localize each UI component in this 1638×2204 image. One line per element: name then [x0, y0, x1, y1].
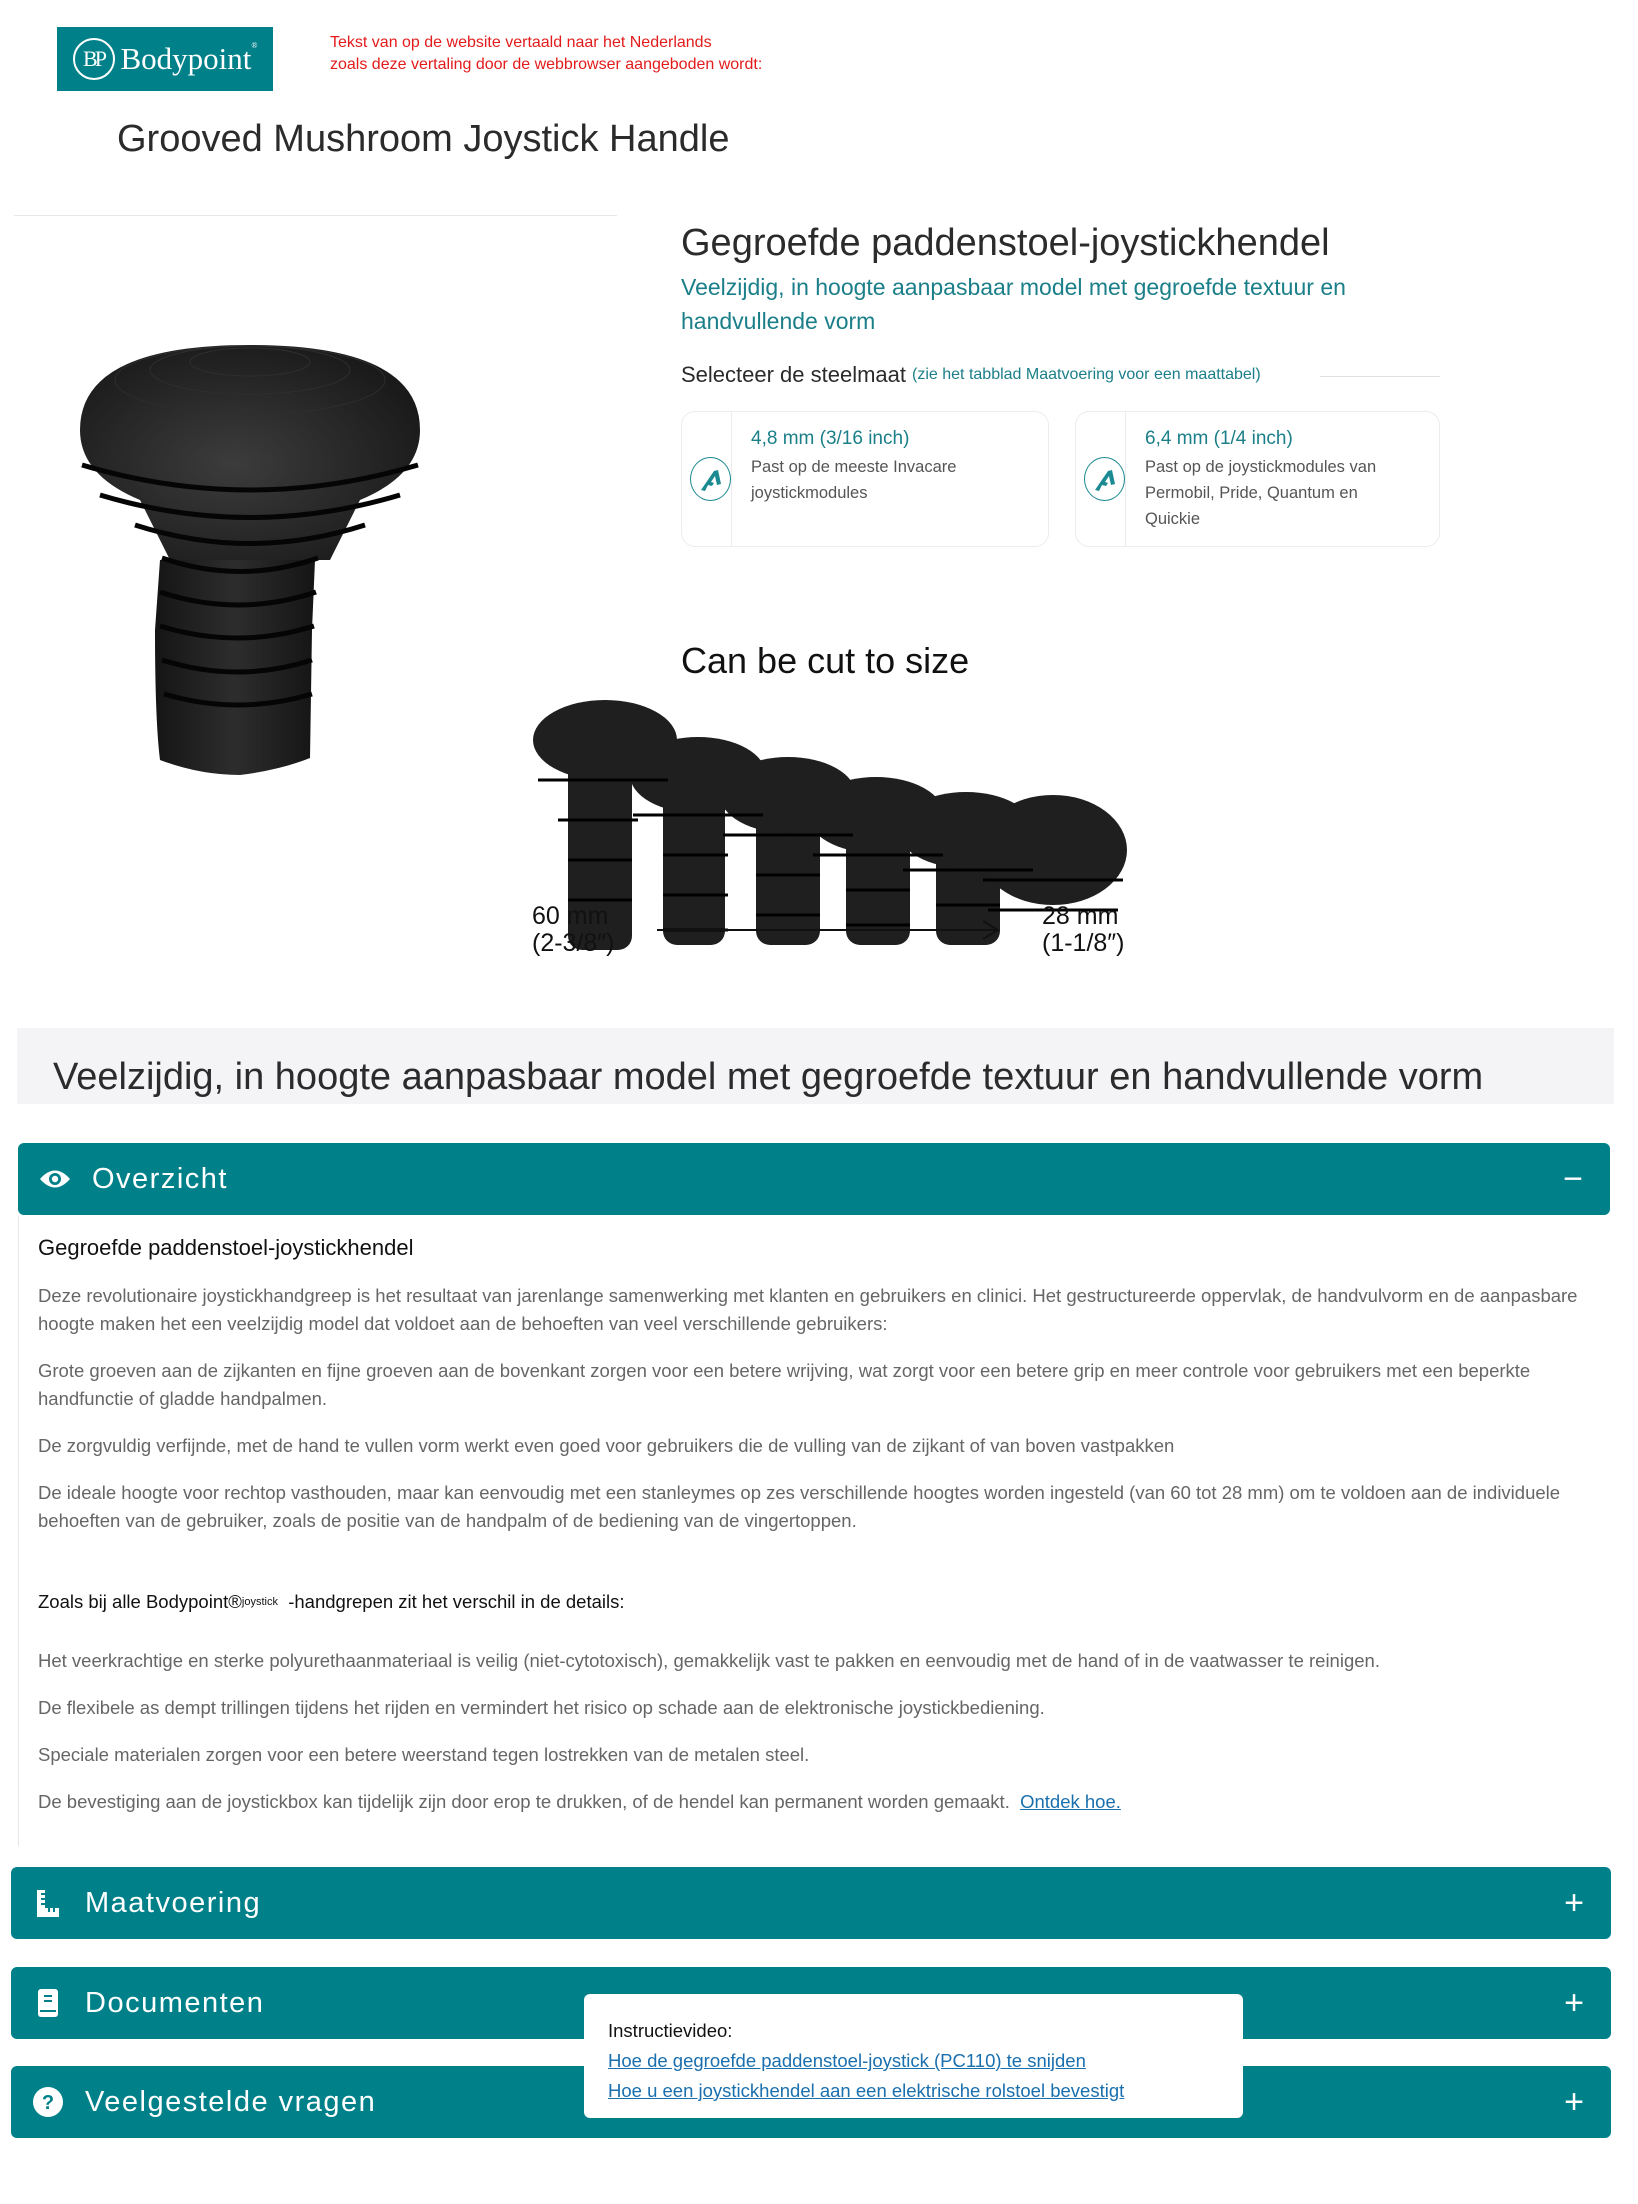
bp-monogram-icon: BP — [73, 38, 115, 80]
overview-heading: Gegroefde paddenstoel-joystickhendel — [38, 1235, 414, 1260]
expand-icon[interactable]: + — [1564, 2082, 1584, 2121]
product-image[interactable] — [60, 300, 440, 820]
stem-size-label — [681, 362, 1261, 388]
accordion-label: Maatvoering — [85, 1886, 262, 1919]
caliper-icon — [1084, 457, 1125, 501]
video-link-attach[interactable]: Hoe u een joystickhendel aan een elektrische rolstoel bevestigt — [608, 2080, 1125, 2101]
divider — [14, 215, 617, 216]
product-subtitle: Veelzijdig, in hoogte aanpasbaar model met gegroefde textuur en handvullende vorm — [681, 274, 1346, 334]
video-link-cut[interactable]: Hoe de gegroefde paddenstoel-joystick (PC110) te snijden — [608, 2050, 1086, 2071]
caliper-icon — [690, 457, 731, 501]
logo-text: Bodypoint — [120, 41, 252, 76]
overview-paragraph: De zorgvuldig verfijnde, met de hand te vullen vorm werkt even goed voor gebruikers die de vulling van de zijkant of van boven vastpakken — [38, 1435, 1175, 1456]
stem-size: 6,4 mm (1/4 inch) — [1145, 428, 1293, 449]
stem-size: 4,8 mm (3/16 inch) — [751, 428, 910, 449]
product-heading: Gegroefde paddenstoel-joystickhendel — [681, 222, 1330, 264]
accordion-maatvoering[interactable] — [11, 1867, 1611, 1939]
question-icon — [31, 2085, 65, 2119]
detail-item: De bevestiging aan de joystickbox kan tijdelijk zijn door erop te drukken, of de hendel kan permanent worden gemaakt. Ontdek hoe. — [38, 1791, 1121, 1812]
eye-icon — [38, 1162, 72, 1196]
instruction-video-popup — [584, 1994, 1243, 2118]
discover-how-link[interactable]: Ontdek hoe. — [1020, 1791, 1121, 1812]
overview-paragraph: Deze revolutionaire joystickhandgreep is het resultaat van jarenlange samenwerking met klanten en gebruikers en clinici. Het gestructureerde oppervlak, de handvulvorm en de aanpasbare hoogte maken het een veelzijdig model dat voldoet aan de behoeften van veel verschillende gebruikers: — [38, 1285, 1578, 1334]
page-title: Grooved Mushroom Joystick Handle — [117, 118, 730, 160]
stem-description: Past op de joystickmodules van Permobil, Pride, Quantum en Quickie — [1145, 458, 1377, 528]
accordion-label: Veelgestelde vragen — [85, 2085, 377, 2118]
stem-option-4-8mm[interactable] — [681, 411, 1049, 547]
accordion-label: Overzicht — [92, 1162, 228, 1195]
translation-note-line-1: Tekst van op de website vertaald naar het Nederlands — [330, 34, 712, 51]
detail-item: De flexibele as dempt trillingen tijdens het rijden en vermindert het risico op schade aan de elektronische joystickbediening. — [38, 1697, 1045, 1718]
translation-note-line-2: zoals deze vertaling door de webbrowser aangeboden wordt: — [330, 56, 763, 73]
tagline-text: Veelzijdig, in hoogte aanpasbaar model met gegroefde textuur en handvullende vorm — [53, 1056, 1484, 1098]
accordion-overzicht[interactable] — [18, 1143, 1610, 1215]
collapse-icon[interactable]: − — [1563, 1159, 1583, 1198]
length-from-label: 60 mm (2-3/8″) — [532, 902, 615, 957]
detail-item: Speciale materialen zorgen voor een betere weerstand tegen lostrekken van de metalen steel. — [38, 1744, 810, 1765]
arrow-right-icon — [655, 918, 1005, 942]
registered-mark: ® — [251, 41, 258, 50]
stem-description: Past op de meeste Invacare joystickmodules — [751, 458, 957, 502]
details-intro: Zoals bij alle Bodypoint®$^{joystick}$ -handgrepen zit het verschil in de details: — [38, 1591, 625, 1612]
overview-paragraph: De ideale hoogte voor rechtop vasthouden, maar kan eenvoudig met een stanleymes op zes verschillende hoogtes worden ingesteld (van 60 tot 28 mm) om te voldoen aan de individuele behoeften van de gebruiker, zoals de positie van de handpalm of de bediening van de vingertoppen. — [38, 1482, 1561, 1531]
cut-to-size-title: Can be cut to size — [681, 640, 970, 681]
length-to-label: 28 mm (1-1/8″) — [1042, 902, 1125, 957]
translation-note — [330, 32, 762, 76]
bodypoint-logo[interactable] — [57, 27, 273, 91]
popup-title: Instructievideo: — [608, 2020, 733, 2041]
svg-text:?: ? — [41, 2092, 55, 2114]
overview-paragraph: Grote groeven aan de zijkanten en fijne groeven aan de bovenkant zorgen voor een betere wrijving, wat zorgt voor een betere grip en meer controle voor gebruikers met een beperkte handfunctie of gladde handpalmen. — [38, 1360, 1531, 1409]
detail-item: Het veerkrachtige en sterke polyurethaanmateriaal is veilig (niet-cytotoxisch), gemakkelijk vast te pakken en eenvoudig met de hand of in de vaatwasser te reinigen. — [38, 1650, 1380, 1671]
divider — [1320, 376, 1440, 377]
accordion-label: Documenten — [85, 1986, 265, 2019]
expand-icon[interactable]: + — [1564, 1883, 1584, 1922]
expand-icon[interactable]: + — [1564, 1983, 1584, 2022]
stem-option-6-4mm[interactable] — [1075, 411, 1440, 547]
ruler-icon — [31, 1886, 65, 1920]
stem-hint-link[interactable]: (zie het tabblad Maatvoering voor een maattabel) — [912, 366, 1261, 383]
book-icon — [31, 1986, 65, 2020]
stem-label-text: Selecteer de steelmaat — [681, 362, 907, 387]
